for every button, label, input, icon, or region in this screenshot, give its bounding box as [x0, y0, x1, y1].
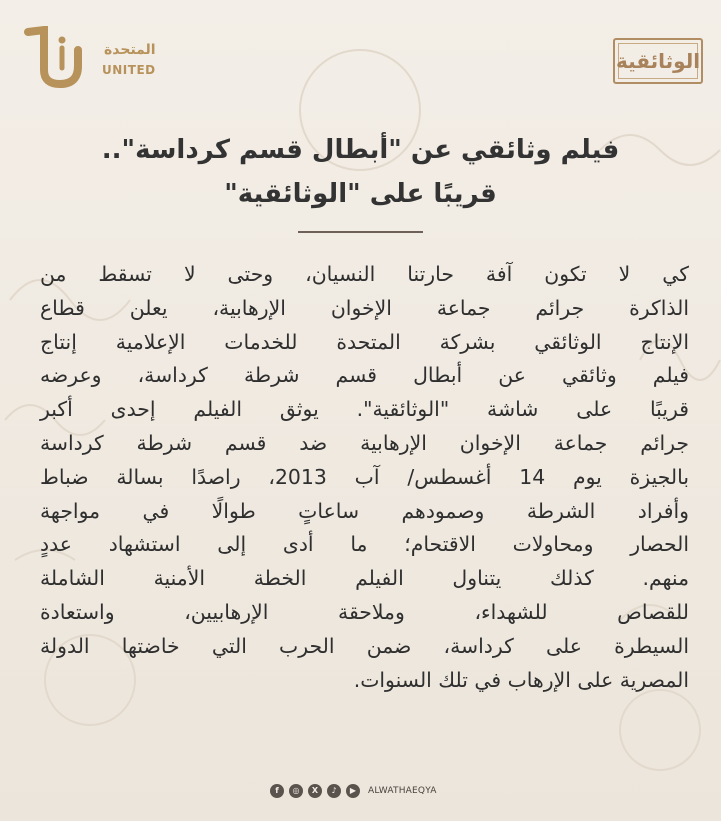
united-mark-icon [22, 26, 100, 92]
social-footer [270, 782, 437, 800]
body-line: كي لا تكون آفة حارتنا النسيان، وحتى لا تسقط من [40, 262, 689, 286]
body-line: قريبًا على شاشة "الوثائقية". يوثق الفيلم إحدى أكبر [40, 397, 689, 422]
body-line: السيطرة على كرداسة، ضمن الحرب التي خاضتها الدولة [40, 633, 689, 658]
social-handle[interactable]: ALWATHAEQYA [368, 786, 437, 796]
headline-divider [298, 231, 423, 233]
headline-line-1: فيلم وثائقي عن "أبطال قسم كرداسة".. [101, 135, 620, 165]
article-body [40, 258, 689, 697]
body-line: فيلم وثائقي عن أبطال قسم شرطة كرداسة، وعرضه [40, 363, 689, 388]
headline-line-2: قريبًا على "الوثائقية" [224, 179, 497, 209]
body-line: المصرية على الإرهاب في تلك السنوات. [353, 667, 689, 692]
body-line: بالجيزة يوم 14 أغسطس/ آب 2013، راصدًا بسالة ضباط [40, 464, 689, 489]
body-line: الذاكرة جرائم جماعة الإخوان الإرهابية، يعلن قطاع [40, 295, 689, 320]
facebook-icon[interactable]: f [270, 784, 284, 798]
body-line: منهم. كذلك يتناول الفيلم الخطة الأمنية الشاملة [40, 566, 689, 591]
body-line: وأفراد الشرطة وصمودهم ساعاتٍ طوالًا في مواجهة [40, 498, 689, 523]
united-logo [22, 26, 156, 92]
tiktok-icon[interactable]: ♪ [327, 784, 341, 798]
body-line: للقصاص للشهداء، وملاحقة الإرهابيين، واستعادة [40, 599, 689, 624]
x-icon[interactable]: X [308, 784, 322, 798]
instagram-icon[interactable]: ◎ [289, 784, 303, 798]
united-english-wordmark: UNITED [102, 63, 156, 77]
body-line: الإنتاج الوثائقي بشركة المتحدة للخدمات الإعلامية إنتاج [40, 329, 689, 354]
alwathaeqya-logo [613, 38, 703, 84]
body-line: الحصار ومحاولات الاقتحام؛ ما أدى إلى استشهاد عددٍ [40, 532, 689, 557]
body-line: جرائم جماعة الإخوان الإرهابية ضد قسم شرطة كرداسة [40, 430, 689, 455]
united-arabic-wordmark: المتحدة [104, 42, 156, 58]
alwathaeqya-logo-text: الوثائقية [615, 49, 701, 73]
headline [60, 128, 661, 216]
youtube-icon[interactable]: ▶ [346, 784, 360, 798]
